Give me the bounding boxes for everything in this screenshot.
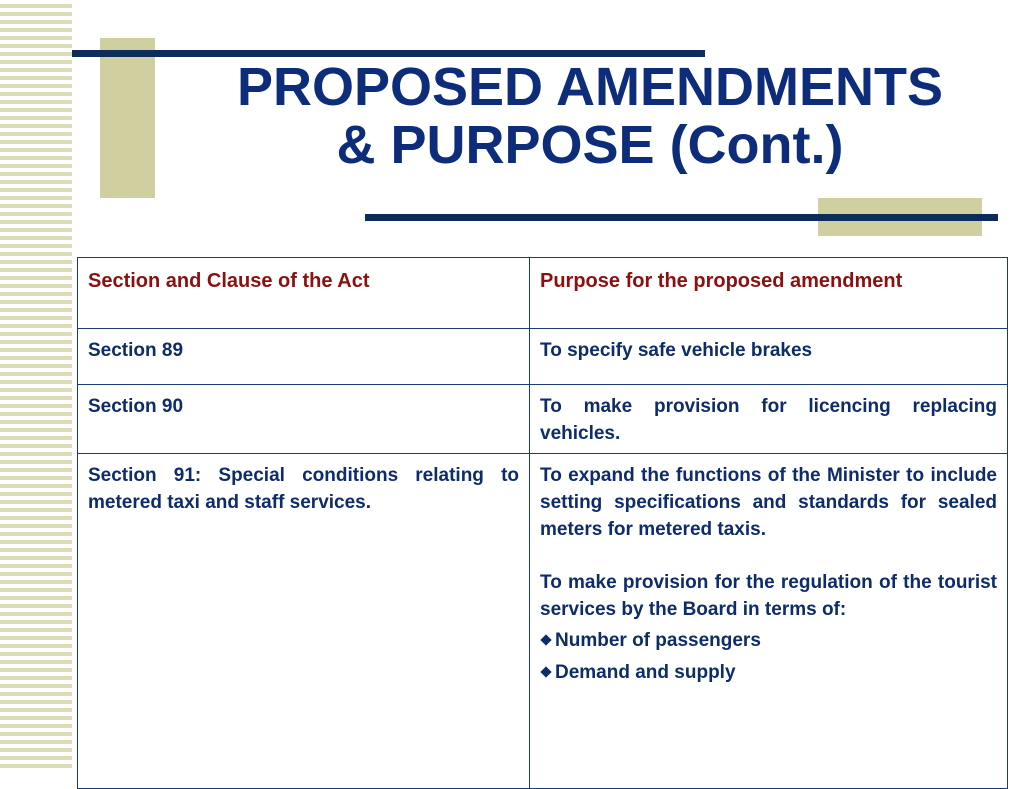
title-rule-top [72,50,705,57]
slide-title-line-1: PROPOSED AMENDMENTS [236,57,944,117]
amendments-table [77,257,1008,789]
row-section-cell: Section 90 [78,385,530,454]
row-section-cell: Section 91: Special conditions relating to metered taxi and staff services. [78,454,530,789]
bullet-item [540,659,997,686]
striped-side-band [0,0,72,768]
diamond-bullet-icon [540,666,551,677]
bullet-text: Number of passengers [555,630,761,651]
bullet-text: Demand and supply [555,662,736,683]
purpose-paragraph: To expand the functions of the Minister to include setting specifications and standards for sealed meters for metered taxis. [540,465,997,540]
row-purpose-cell [530,454,1008,789]
title-rule-bottom [365,214,998,221]
slide-title-line-2: & PURPOSE (Cont.) [336,115,844,175]
header-purpose: Purpose for the proposed amendment [530,258,1008,329]
bullet-item [540,627,997,654]
table-header-row [78,258,1008,329]
purpose-paragraph: To make provision for the regulation of the tourist services by the Board in terms of: [540,572,997,620]
amendments-table-container [77,257,1008,789]
purpose-bullet-list [540,627,997,686]
table-row [78,385,1008,454]
header-section-clause: Section and Clause of the Act [78,258,530,329]
slide-title [150,58,1024,174]
row-section-cell: Section 89 [78,329,530,385]
diamond-bullet-icon [540,634,551,645]
row-purpose-cell: To make provision for licencing replacing vehicles. [530,385,1008,454]
row-purpose-cell: To specify safe vehicle brakes [530,329,1008,385]
table-row [78,329,1008,385]
table-row [78,454,1008,789]
decorative-block-left [100,38,155,198]
